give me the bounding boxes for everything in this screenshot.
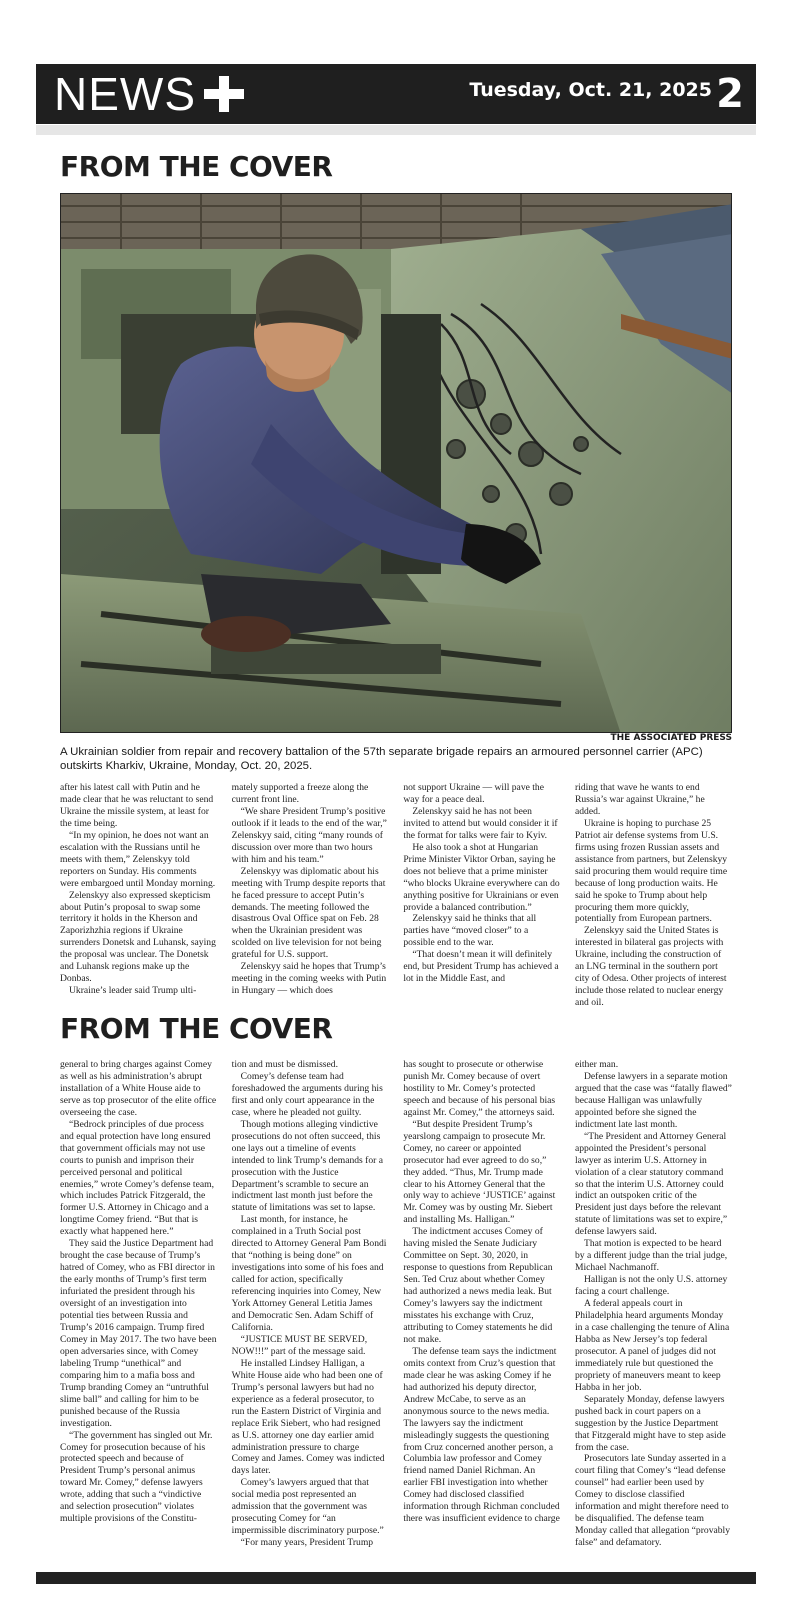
- article-column: [575, 782, 732, 1009]
- article-column: [232, 782, 389, 1009]
- paragraph: The indictment accuses Comey of having misled the Senate Judiciary Committee on Sept. 30, 2020, in response to questions from Republican Sen. Ted Cruz about whether Comey had authorized a news media leak. But Comey’s lawyers say the indictment misstates his exchange with Cruz, attributing to Comey statements he did not make.: [403, 1226, 553, 1345]
- paragraph: tion and must be dismissed.: [231, 1059, 338, 1070]
- paragraph: after his latest call with Putin and he made clear that he was reluctant to send Ukraine the missile system, at least for the time being.: [60, 782, 214, 829]
- paragraph: He installed Lindsey Halligan, a White House aide who had been one of Trump’s personal lawyers but had no experience as a federal prosecutor, to run the Eastern District of Virginia and replace Erik Siebert, who had resigned as U.S. attorney one day earlier amid administration pressure to charge Comey and James. Comey was indicted days later.: [231, 1357, 385, 1477]
- paragraph: “JUSTICE MUST BE SERVED, NOW!!!” part of the message said.: [231, 1333, 368, 1357]
- photo-caption: A Ukrainian soldier from repair and recovery battalion of the 57th separate brigade repairs an armoured personnel carrier (APC) outskirts Kharkiv, Ukraine, Monday, Oct. 20, 2025.: [60, 746, 703, 772]
- masthead: [36, 64, 756, 124]
- paragraph: Comey’s lawyers argued that that social media post represented an admission that the government was prosecuting Comey for “an impermissible discriminatory purpose.”: [231, 1477, 384, 1537]
- paragraph: has sought to prosecute or otherwise punish Mr. Comey because of overt hostility to Mr. Comey’s protected speech and because of his personal bias against Mr. Comey,” the attorneys said.: [403, 1059, 556, 1118]
- paragraph: He also took a shot at Hungarian Prime Minister Viktor Orban, saying he does not believe that a prime minister “who blocks Ukraine everywhere can do anything positive for Ukrainians or even provide a balanced contribution.”: [403, 841, 560, 913]
- article-column: [60, 1059, 217, 1549]
- paragraph: Zelenskyy said he hopes that Trump’s meeting in the coming weeks with Putin in Hungary — which does: [231, 961, 387, 997]
- paragraph: “In my opinion, he does not want an escalation with the Russians until he meets with them,” Zelenskyy told reporters on Sunday. His comments were embargoed until Monday morning.: [60, 829, 216, 889]
- paragraph: Halligan is not the only U.S. attorney facing a court challenge.: [574, 1274, 728, 1298]
- paragraph: “We share President Trump’s positive outlook if it leads to the end of the war,” Zelenskyy said, citing “many rounds of discussion over more than two hours with him and his team.”: [231, 805, 387, 865]
- paragraph: Comey’s defense team had foreshadowed the arguments during his first and only court appearance in the case, where he pleaded not guilty.: [231, 1070, 383, 1118]
- article-column: [575, 1059, 732, 1549]
- paragraph: A federal appeals court in Philadelphia heard arguments Monday in a case challenging the tenure of Alina Habba as New Jersey’s top federal prosecutor. A panel of judges did not immediately rule but questioned the propriety of maneuvers meant to keep Habba in her job.: [574, 1298, 730, 1393]
- paragraph: “But despite President Trump’s yearslong campaign to prosecute Mr. Comey, no career or appointed prosecutor had ever agreed to do so,” they added. “Thus, Mr. Trump made clear to his Attorney General that the only way to achieve ‘JUSTICE’ against Mr. Comey was by ousting Mr. Siebert and installing Ms. Halligan.”: [403, 1118, 556, 1226]
- article-column: [232, 1059, 389, 1549]
- paragraph: The defense team says the indictment omits context from Cruz’s question that made clear he was asking Comey if he had authorized his deputy director, Andrew McCabe, to serve as an anonymous source to the news media. The lawyers say the indictment misleadingly suggests the questioning from Cruz concerned another person, a Columbia law professor and Comey friend named Daniel Richman. An earlier FBI investigation into whether Comey had disclosed classified information through Richman concluded there was insufficient evidence to charge: [403, 1345, 560, 1525]
- paragraph: mately supported a freeze along the current front line.: [231, 782, 369, 805]
- page-number: 2: [716, 71, 744, 117]
- footer-bar: [36, 1572, 756, 1584]
- lead-photo: [60, 193, 732, 733]
- paragraph: Ukraine is hoping to purchase 25 Patriot air defense systems from U.S. firms using frozen Russian assets and assistance from partners, but Zelenskyy said procuring them would require time because of long production waits. He said he spoke to Trump about help procuring them more quickly, potentially from European partners.: [574, 817, 728, 925]
- paragraph: not support Ukraine — will pave the way for a peace deal.: [403, 782, 544, 805]
- paragraph: Ukraine’s leader said Trump ulti-: [69, 985, 197, 997]
- paragraph: Prosecutors late Sunday asserted in a court filing that Comey’s “lead defense counsel” had earlier been used by Comey to disclose classified information and might therefore need to be disqualified. The defense team Monday called that allegation “provably false” and defamatory.: [574, 1453, 731, 1549]
- section-heading-1: FROM THE COVER: [60, 150, 333, 183]
- article-column: [403, 1059, 560, 1549]
- paragraph: general to bring charges against Comey as well as his administration’s abrupt installation of a White House aide to serve as top prosecutor of the elite office overseeing the case.: [60, 1059, 217, 1118]
- article-column: [403, 782, 560, 1009]
- paragraph: riding that wave he wants to end Russia’s war against Ukraine,” he added.: [574, 782, 705, 817]
- header-divider: [36, 125, 756, 135]
- photo-credit: THE ASSOCIATED PRESS: [610, 733, 732, 743]
- news-logo: NEWS: [54, 68, 196, 120]
- paragraph: Zelenskyy said he thinks that all parties have “moved closer” to a possible end to the war.: [403, 913, 537, 949]
- article-column: [60, 782, 217, 1009]
- paragraph: Though motions alleging vindictive prosecutions do not often succeed, this one lays out a timeline of events intended to link Trump’s demands for a prosecution with the Justice Department’s scramble to secure an indictment last month just before the statute of limitations was set to lapse.: [231, 1118, 384, 1214]
- section-heading-2: FROM THE COVER: [60, 1012, 333, 1045]
- article-columns-1: [60, 782, 732, 1009]
- paragraph: Zelenskyy also expressed skepticism about Putin’s proposal to swap some territory it holds in the Kherson and Zaporizhzhia regions if Ukraine surrenders Donetsk and Luhansk, saying the proposal was unclear. The Donetsk and Luhansk regions make up the Donbas.: [60, 889, 216, 985]
- paragraph: Zelenskyy said the United States is interested in bilateral gas projects with Ukraine, including the construction of an LNG terminal in the southern port city of Odesa. Other projects of interest include those related to nuclear energy and oil.: [574, 925, 727, 1009]
- paragraph: either man.: [574, 1059, 619, 1070]
- paragraph: They said the Justice Department had brought the case because of Trump’s hatred of Comey, who as FBI director in the early months of Trump’s first term infuriated the president through his oversight of an investigation into potential ties between Russia and Trump’s 2016 campaign. Trump fired Comey in May 2017. The two have been open adversaries since, with Comey labeling Trump “unethical” and comparing him to a mafia boss and Trump branding Comey an “untruthful slime ball” and calling for him to be punished because of the Russia investigation.: [60, 1238, 217, 1429]
- plus-icon: [204, 76, 244, 112]
- issue-date: Tuesday, Oct. 21, 2025: [469, 79, 712, 101]
- article-columns-2: [60, 1059, 732, 1549]
- paragraph: “That doesn’t mean it will definitely end, but President Trump has achieved a lot in the Middle East, and: [403, 949, 559, 985]
- paragraph: “The government has singled out Mr. Comey for prosecution because of his protected speech and because of President Trump’s personal animus toward Mr. Comey,” defense lawyers wrote, adding that such a “vindictive and selection prosecution” violates multiple provisions of the Constitu-: [60, 1429, 213, 1525]
- paragraph: Separately Monday, defense lawyers pushed back in court papers on a suggestion by the Justice Department that Fitzgerald might have to step aside from the case.: [574, 1393, 726, 1453]
- paragraph: “For many years, President Trump: [240, 1537, 374, 1549]
- paragraph: “The President and Attorney General appointed the President’s personal lawyer as interim U.S. Attorney in violation of a clear statutory command so that the interim U.S. Attorney could indict an outspoken critic of the President just days before the relevant statute of limitations was set to expire,” defense lawyers said.: [574, 1130, 728, 1238]
- paragraph: That motion is expected to be heard by a different judge than the trial judge, Michael Nachmanoff.: [574, 1238, 728, 1274]
- paragraph: Zelenskyy said he has not been invited to attend but would consider it if the format for talks were fair to Kyiv.: [403, 805, 558, 841]
- paragraph: Defense lawyers in a separate motion argued that the case was “fatally flawed” because Halligan was unlawfully appointed before she signed the indictment late last month.: [574, 1070, 732, 1130]
- paragraph: “Bedrock principles of due process and equal protection have long ensured that government officials may not use courts to punish and imprison their perceived personal and political enemies,” wrote Comey’s defense team, which includes Patrick Fitzgerald, the former U.S. Attorney in Chicago and a longtime Comey friend. “But that is exactly what happened here.”: [60, 1118, 214, 1238]
- paragraph: Zelenskyy was diplomatic about his meeting with Trump despite reports that he faced pressure to accept Putin’s demands. The meeting followed the disastrous Oval Office spat on Feb. 28 when the Ukrainian president was scolded on live television for not being grateful for U.S. support.: [231, 865, 386, 961]
- paragraph: Last month, for instance, he complained in a Truth Social post directed to Attorney General Pam Bondi that “nothing is being done” on investigations into some of his foes and called for action, specifically referencing inquiries into Comey, New York Attorney General Letitia James and Democratic Sen. Adam Schiff of California.: [231, 1214, 387, 1333]
